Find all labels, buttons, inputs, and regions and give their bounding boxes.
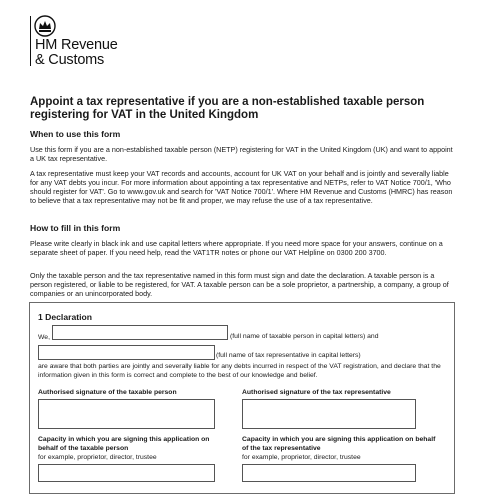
how-paragraph-1: Please write clearly in black ink and use capital letters where appropriate. If you need more space for your answers, continue on a separate sheet of paper. If you need help, read the VAT1TR notes or phone our VAT Helpline on 0300 200 3700. [30,239,443,257]
rep-signature-field[interactable] [242,399,416,429]
declaration-statement: are aware that both parties are jointly and severally liable for any debts incurred in respect of the VAT registration, and declare that the information given in this form is correct and complete to the best of our knowledge and belief. [38,363,441,379]
cap-taxable-hint: for example, proprietor, director, trustee [38,454,157,461]
declaration-panel [29,302,455,494]
declaration-heading: 1 Declaration [38,312,92,322]
how-to-fill-heading: How to fill in this form [30,223,121,233]
hmrc-logo-text [35,38,118,68]
taxable-person-name-input[interactable] [52,325,228,340]
sig-rep-label: Authorised signature of the tax representative [242,389,391,396]
rep-name-hint: (full name of tax representative in capital letters) [216,352,361,359]
crown-crest-icon [33,14,57,38]
cap-taxable-label: Capacity in which you are signing this application on behalf of the taxable person [38,436,210,452]
taxable-name-hint: (full name of taxable person in capital letters) and [230,333,379,340]
form-title: Appoint a tax representative if you are a non-established taxable person registering for VAT in the United Kingdom [30,96,425,121]
taxable-capacity-field[interactable] [38,464,215,482]
how-paragraph-2: Only the taxable person and the tax representative named in this form must sign and date the declaration. A taxable person is a person registered, or liable to be registered, for VAT. A taxable person can be a sole proprietor, a partnership, a company, a group of companies or an unincorporated body. [30,271,449,298]
taxable-signature-field[interactable] [38,399,215,429]
logo-line-2: & Customs [35,52,105,68]
sig-taxable-label: Authorised signature of the taxable person [38,389,177,396]
we-label: We, [38,334,50,341]
when-paragraph-2: A tax representative must keep your VAT records and accounts, account for UK VAT on your behalf and is jointly and severally liable for any VAT debts you incur. For more information about appointing a tax representative and NETPs, refer to VAT Notice 700/1, 'Who should register for VAT'. Go to www.gov.uk and search for 'VAT Notice 700/1'. Where HM Revenue and Customs (HMRC) has reason to believe that a tax representative may not be fit and proper, we may refuse the use of a tax representative. [30,169,453,205]
when-paragraph-1: Use this form if you are a non-established taxable person (NETP) registering for VAT in the United Kingdom (UK) and want to appoint a UK tax representative. [30,145,453,163]
logo-rule [30,16,31,66]
rep-capacity-field[interactable] [242,464,416,482]
when-to-use-heading: When to use this form [30,129,121,139]
cap-rep-hint: for example, proprietor, director, trustee [242,454,361,461]
tax-representative-name-input[interactable] [38,345,215,360]
cap-rep-label: Capacity in which you are signing this application on behalf of the tax representative [242,436,436,452]
logo-line-1: HM Revenue [35,37,118,53]
